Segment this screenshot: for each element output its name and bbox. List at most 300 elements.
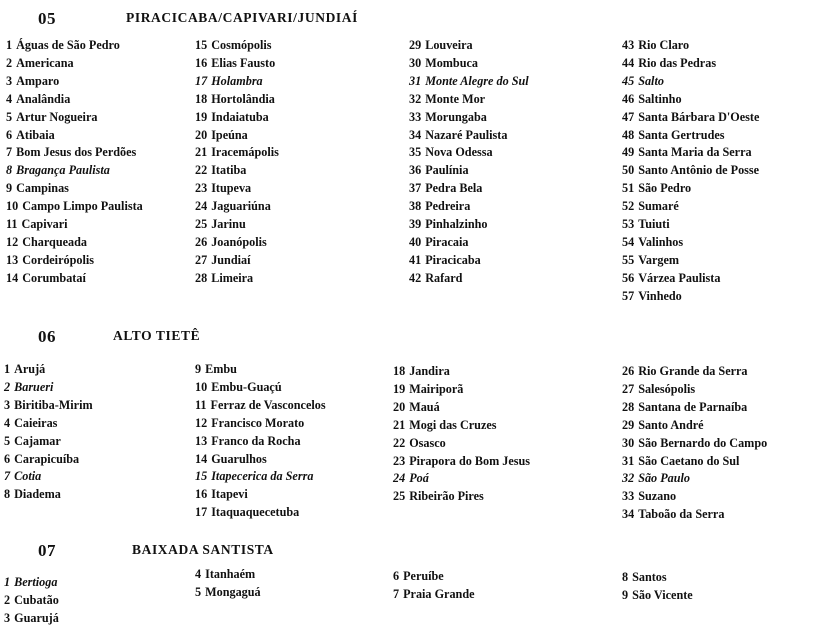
municipality-item [622,127,759,145]
municipality-item [6,127,143,145]
municipality-number: 39 [409,217,422,232]
municipality-column [195,361,326,522]
municipality-name: Tuiuti [638,217,670,232]
municipality-name: Iracemápolis [211,145,279,160]
municipality-item [195,566,261,584]
municipality-item [195,234,279,252]
municipality-item [195,451,326,469]
municipality-name: Suzano [638,489,677,504]
municipality-number: 6 [6,127,13,142]
municipality-name: Taboão da Serra [638,507,725,522]
municipality-name: Amparo [16,73,60,88]
municipality-column [195,566,261,602]
municipality-name: Mombuca [425,55,478,70]
municipality-item [6,37,143,55]
municipality-name: Bom Jesus dos Perdões [16,145,137,160]
municipality-name: Águas de São Pedro [16,38,120,52]
municipality-number: 7 [4,469,11,484]
municipality-number: 21 [393,417,406,432]
municipality-item [622,198,759,216]
municipality-item [195,162,279,180]
municipality-item [4,433,93,451]
municipality-number: 21 [195,145,208,160]
municipality-item [409,144,529,162]
municipality-name: Jaguariúna [211,199,271,214]
municipality-column [4,361,93,504]
municipality-name: Hortolândia [211,91,275,106]
municipality-item [622,470,767,488]
municipality-name: Arujá [14,362,46,376]
municipality-name: Cordeirópolis [22,252,94,267]
municipality-name: Carapicuíba [14,451,80,466]
section-title: ALTO TIETÊ [113,328,201,343]
municipality-number: 50 [622,163,635,178]
municipality-name: Holambra [211,73,263,88]
municipality-item [6,216,143,234]
municipality-item [195,415,326,433]
municipality-item [4,397,93,415]
municipality-item [195,270,279,288]
municipality-number: 4 [4,415,11,430]
municipality-number: 6 [393,569,400,583]
municipality-number: 53 [622,217,635,232]
municipality-name: Jundiaí [211,252,251,267]
municipality-item [409,127,529,145]
municipality-name: Bragança Paulista [16,163,110,178]
municipality-item [622,587,693,605]
municipality-name: Rio Grande da Serra [638,364,748,378]
municipality-number: 54 [622,234,635,249]
municipality-number: 30 [409,55,422,70]
municipality-item [622,252,759,270]
municipality-item [622,381,767,399]
municipality-name: Santo Antônio de Posse [638,163,760,178]
municipality-number: 55 [622,252,635,267]
municipality-item [393,568,475,586]
municipality-name: Vinhedo [638,288,682,303]
municipality-name: Salesópolis [638,381,696,396]
municipality-item [409,37,529,55]
municipality-name: Itanhaém [205,567,256,581]
municipality-name: Piracaia [425,234,469,249]
municipality-number: 3 [4,610,11,625]
municipality-item [6,162,143,180]
municipality-item [622,109,759,127]
municipality-item [409,234,529,252]
municipality-number: 19 [393,381,406,396]
municipality-number: 16 [195,487,208,502]
municipality-item [393,453,530,471]
municipality-number: 18 [393,364,406,378]
municipality-number: 25 [195,217,208,232]
municipality-name: Pedreira [425,199,471,214]
municipality-number: 45 [622,73,635,88]
municipality-item [393,417,530,435]
municipality-name: Vargem [638,252,680,267]
municipality-name: Indaiatuba [211,109,269,124]
municipality-item [622,435,767,453]
municipality-number: 8 [622,570,629,584]
municipality-name: Charqueada [22,234,87,249]
municipality-number: 25 [393,489,406,504]
municipality-name: Mauá [409,399,440,414]
municipality-column [6,37,143,288]
municipality-name: Elias Fausto [211,55,276,70]
municipality-number: 48 [622,127,635,142]
municipality-name: São Bernardo do Campo [638,435,768,450]
municipality-name: Jandira [409,364,450,378]
municipality-name: Rio Claro [638,38,690,52]
municipality-name: Cajamar [14,433,61,448]
municipality-item [195,584,261,602]
municipality-name: Itapecerica da Serra [211,469,314,484]
municipality-item [195,127,279,145]
municipality-name: Caieiras [14,415,58,430]
municipality-name: Valinhos [638,234,684,249]
municipality-number: 22 [393,435,406,450]
municipality-item [195,504,326,522]
municipality-number: 28 [195,270,208,285]
municipality-name: Atibaia [16,127,55,142]
municipality-name: Santa Gertrudes [638,127,725,142]
municipality-number: 2 [4,592,11,607]
municipality-name: Nova Odessa [425,145,493,160]
municipality-name: Guarujá [14,610,59,625]
municipality-number: 19 [195,109,208,124]
municipality-number: 6 [4,451,11,466]
municipality-name: Biritiba-Mirim [14,397,93,412]
municipality-name: São Pedro [638,181,692,196]
municipality-name: Cosmópolis [211,38,272,52]
municipality-item [409,198,529,216]
municipality-number: 42 [409,270,422,285]
municipality-name: Artur Nogueira [16,109,98,124]
municipality-item [409,109,529,127]
municipality-number: 5 [4,433,11,448]
municipality-name: Morungaba [425,109,487,124]
municipality-name: Várzea Paulista [638,270,721,285]
municipality-column [622,363,767,524]
municipality-item [4,610,59,628]
municipality-number: 36 [409,163,422,178]
municipality-name: Ipeúna [211,127,248,142]
municipality-item [409,252,529,270]
municipality-name: Osasco [409,435,446,450]
municipality-item [622,506,767,524]
municipality-item [4,486,93,504]
municipality-number: 13 [6,252,19,267]
municipality-name: Peruíbe [403,569,444,583]
municipality-item [195,379,326,397]
municipality-item [622,162,759,180]
municipality-item [622,270,759,288]
section-number: 05 [38,9,56,28]
municipality-number: 51 [622,181,635,196]
municipality-number: 27 [622,381,635,396]
municipality-name: Sumaré [638,199,679,214]
municipality-name: Campo Limpo Paulista [22,199,143,214]
municipality-number: 38 [409,199,422,214]
municipality-column [393,568,475,604]
municipality-name: Ribeirão Pires [409,489,484,504]
municipality-name: São Vicente [632,587,693,602]
municipality-name: Francisco Morato [211,415,305,430]
municipality-number: 34 [622,507,635,522]
municipality-number: 1 [4,575,11,589]
municipality-item [195,433,326,451]
municipality-number: 31 [409,73,422,88]
municipality-number: 43 [622,38,635,52]
municipality-name: Franco da Rocha [211,433,301,448]
municipality-name: Itatiba [211,163,247,178]
municipality-number: 15 [195,38,208,52]
municipality-number: 11 [195,397,207,412]
municipality-item [622,453,767,471]
municipality-number: 7 [6,145,13,160]
municipality-item [622,417,767,435]
municipality-number: 24 [393,471,406,486]
municipality-number: 26 [195,234,208,249]
municipality-number: 4 [195,567,202,581]
municipality-number: 12 [195,415,208,430]
municipality-name: Corumbataí [22,270,86,285]
municipality-number: 34 [409,127,422,142]
municipality-number: 15 [195,469,208,484]
municipality-number: 46 [622,91,635,106]
section-title: PIRACICABA/CAPIVARI/JUNDIAÍ [126,10,358,25]
municipality-column [4,574,59,628]
municipality-item [195,91,279,109]
municipality-item [393,470,530,488]
municipality-name: Santos [632,570,667,584]
municipality-name: Piracicaba [425,252,481,267]
municipality-name: Capivari [21,217,68,232]
municipality-name: Monte Alegre do Sul [425,73,529,88]
municipality-number: 14 [6,270,19,285]
municipality-name: Itapevi [211,487,248,502]
municipality-name: Santo André [638,417,704,432]
municipality-number: 5 [6,109,13,124]
municipality-number: 40 [409,234,422,249]
municipality-item [393,381,530,399]
municipality-number: 41 [409,252,422,267]
municipality-name: Mairiporã [409,381,464,396]
municipality-number: 1 [4,362,11,376]
municipality-number: 49 [622,145,635,160]
municipality-number: 3 [6,73,13,88]
municipality-item [622,569,693,587]
municipality-item [6,91,143,109]
municipality-name: Nazaré Paulista [425,127,508,142]
municipality-number: 28 [622,399,635,414]
municipality-name: Guarulhos [211,451,267,466]
municipality-name: Rafard [425,270,463,285]
municipality-number: 44 [622,55,635,70]
municipality-item [393,435,530,453]
municipality-number: 17 [195,73,208,88]
municipality-item [622,180,759,198]
section-number: 07 [38,541,56,560]
municipality-item [195,180,279,198]
municipality-item [195,109,279,127]
municipality-item [6,55,143,73]
municipality-number: 47 [622,109,635,124]
municipality-item [195,198,279,216]
municipality-item [4,574,59,592]
municipality-item [4,415,93,433]
municipality-number: 29 [622,417,635,432]
municipality-name: São Caetano do Sul [638,453,740,468]
municipality-number: 9 [195,362,202,376]
municipality-name: Monte Mor [425,91,486,106]
municipality-item [622,216,759,234]
municipality-item [6,73,143,91]
municipality-name: Embu [205,362,237,376]
municipality-item [6,144,143,162]
municipality-item [195,216,279,234]
municipality-name: Analândia [16,91,71,106]
municipality-name: Salto [638,73,664,88]
municipality-name: Praia Grande [403,586,475,601]
municipality-name: Diadema [14,487,61,502]
municipality-item [195,73,279,91]
municipality-number: 56 [622,270,635,285]
municipality-name: Americana [16,55,74,70]
municipality-name: Bertioga [14,575,58,589]
municipality-name: Itaquaquecetuba [211,505,300,520]
municipality-number: 20 [195,127,208,142]
municipality-name: Mongaguá [205,584,261,599]
municipality-item [622,399,767,417]
municipality-number: 11 [6,217,18,232]
municipality-item [622,363,767,381]
municipality-name: Paulínia [425,163,469,178]
municipality-name: Cotia [14,469,42,484]
municipality-name: Limeira [211,270,254,285]
municipality-item [195,55,279,73]
municipality-name: Santa Maria da Serra [638,145,752,160]
municipality-item [622,288,759,306]
municipality-item [409,270,529,288]
municipality-name: Rio das Pedras [638,55,717,70]
municipality-column [409,37,529,288]
municipality-number: 8 [6,163,13,178]
municipality-name: Pinhalzinho [425,217,488,232]
municipality-item [6,270,143,288]
municipality-item [409,162,529,180]
municipality-item [409,55,529,73]
municipality-item [409,216,529,234]
municipality-item [622,488,767,506]
municipality-number: 33 [622,489,635,504]
municipality-name: Jarinu [211,217,246,232]
municipality-item [6,180,143,198]
municipality-column [622,37,759,306]
municipality-number: 1 [6,38,13,52]
municipality-name: Pirapora do Bom Jesus [409,453,531,468]
municipality-name: Cubatão [14,592,59,607]
municipality-name: Ferraz de Vasconcelos [210,397,326,412]
municipality-item [6,109,143,127]
municipality-name: Itupeva [211,181,252,196]
municipality-number: 17 [195,505,208,520]
municipality-item [409,180,529,198]
municipality-name: Santa Bárbara D'Oeste [638,109,760,124]
municipality-item [6,252,143,270]
municipality-number: 4 [6,91,13,106]
municipality-item [409,91,529,109]
municipality-number: 23 [393,453,406,468]
municipality-item [6,198,143,216]
municipality-number: 9 [6,181,13,196]
municipality-item [195,397,326,415]
municipality-item [195,37,279,55]
municipality-item [622,55,759,73]
municipality-number: 30 [622,435,635,450]
municipality-item [4,451,93,469]
municipality-number: 10 [6,199,19,214]
municipality-number: 33 [409,109,422,124]
municipality-item [409,73,529,91]
municipality-name: Joanópolis [211,234,267,249]
municipality-number: 24 [195,199,208,214]
municipality-number: 7 [393,586,400,601]
municipality-number: 5 [195,584,202,599]
municipality-item [4,361,93,379]
municipality-number: 22 [195,163,208,178]
municipality-item [393,586,475,604]
municipality-item [4,468,93,486]
municipality-item [622,91,759,109]
municipality-number: 26 [622,364,635,378]
section-title: BAIXADA SANTISTA [132,542,274,557]
municipality-item [4,592,59,610]
municipality-number: 32 [622,471,635,486]
municipality-name: Pedra Bela [425,181,483,196]
municipality-name: Embu-Guaçú [211,379,282,394]
municipality-item [393,399,530,417]
municipality-number: 3 [4,397,11,412]
municipality-column [622,569,693,605]
municipality-number: 8 [4,487,11,502]
municipality-item [195,144,279,162]
municipality-number: 10 [195,379,208,394]
municipality-name: Mogi das Cruzes [409,417,497,432]
municipality-item [6,234,143,252]
municipality-number: 23 [195,181,208,196]
municipality-item [4,379,93,397]
municipality-column [393,363,530,506]
municipality-number: 12 [6,234,19,249]
municipality-name: Poá [409,471,429,486]
municipality-item [393,363,530,381]
municipality-number: 13 [195,433,208,448]
municipality-item [195,486,326,504]
municipality-name: Barueri [14,379,54,394]
municipality-item [622,144,759,162]
municipality-column [195,37,279,288]
section-number: 06 [38,327,56,346]
municipality-number: 18 [195,91,208,106]
municipality-name: Santana de Parnaíba [638,399,748,414]
municipality-number: 27 [195,252,208,267]
municipality-number: 9 [622,587,629,602]
municipality-name: Campinas [16,181,69,196]
municipality-number: 16 [195,55,208,70]
municipality-number: 20 [393,399,406,414]
municipality-item [622,73,759,91]
municipality-number: 29 [409,38,422,52]
